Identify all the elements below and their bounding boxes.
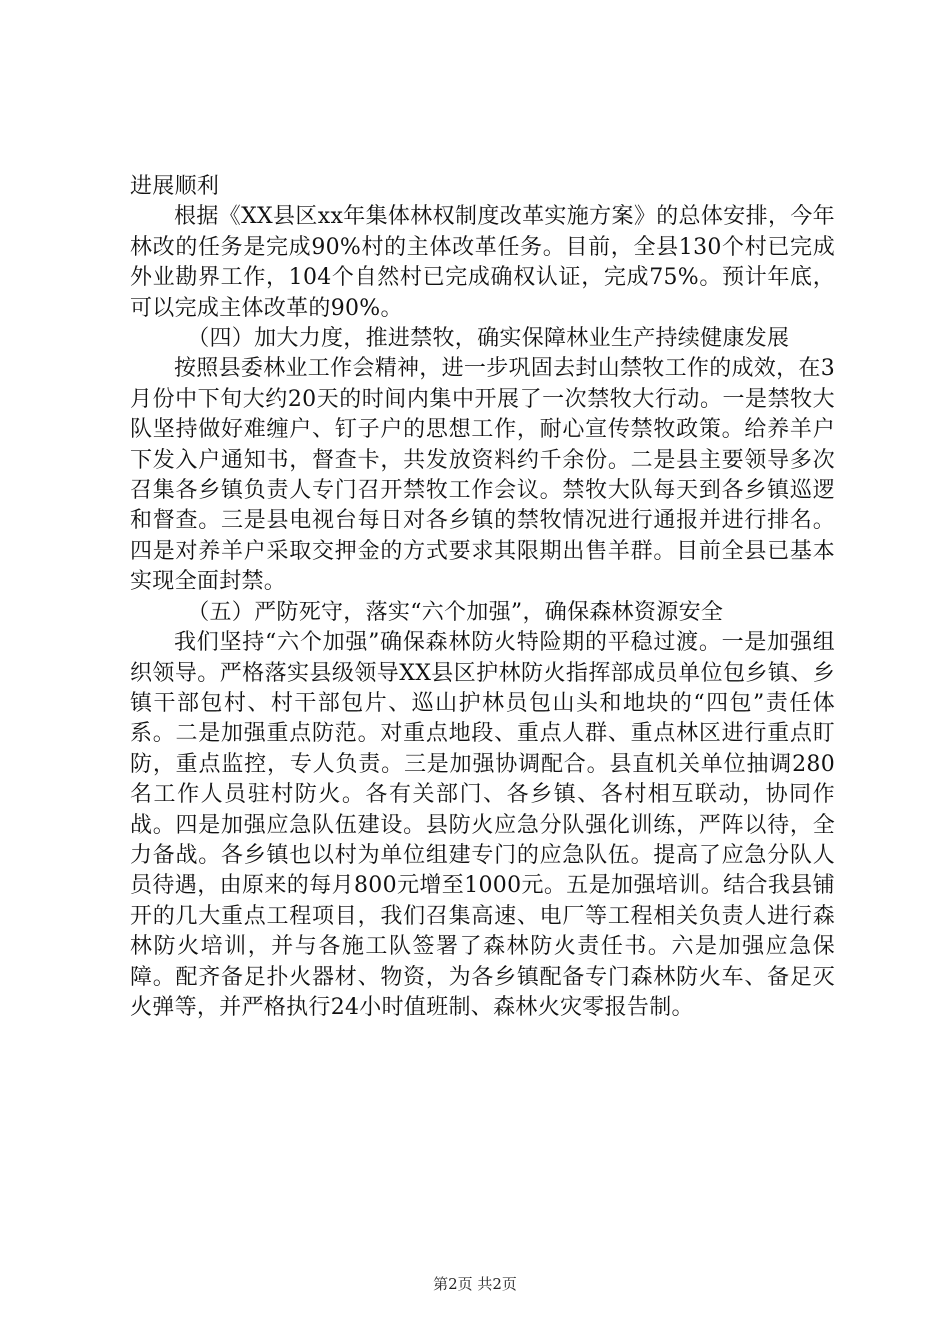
page-footer: 第2页 共2页 xyxy=(433,1275,517,1293)
paragraph-fire-prevention: 我们坚持“六个加强”确保森林防火特险期的平稳过渡。一是加强组织领导。严格落实县级领导XX县区护林防火指挥部成员单位包乡镇、乡镇干部包村、村干部包片、巡山护林员包山头和地块的“四包”责任体系。二是加强重点防范。对重点地段、重点人群、重点林区进行重点盯防，重点监控，专人负责。三是加强协调配合。县直机关单位抽调280名工作人员驻村防火。各有关部门、各乡镇、各村相互联动，协同作战。四是加强应急队伍建设。县防火应急分队强化训练，严阵以待，全力备战。各乡镇也以村为单位组建专门的应急队伍。提高了应急分队人员待遇，由原来的每月800元增至1000元。五是加强培训。结合我县铺开的几大重点工程项目，我们召集高速、电厂等工程相关负责人进行森林防火培训，并与各施工队签署了森林防火责任书。六是加强应急保障。配齐备足扑火器材、物资，为各乡镇配备专门森林防火车、备足灭火弹等，并严格执行24小时值班制、森林火灾零报告制。 xyxy=(130,630,835,1020)
paragraph-forest-reform: 根据《XX县区xx年集体林权制度改革实施方案》的总体安排，今年林改的任务是完成90%村的主体改革任务。目前，全县130个村已完成外业勘界工作，104个自然村已完成确权认证，完成75%。预计年底，可以完成主体改革的90%。 xyxy=(130,204,835,321)
paragraph-grazing-ban: 按照县委林业工作会精神，进一步巩固去封山禁牧工作的成效，在3月份中下旬大约20天的时间内集中开展了一次禁牧大行动。一是禁牧大队坚持做好难缠户、钉子户的思想工作，耐心宣传禁牧政策。给养羊户下发入户通知书，督查卡，共发放资料约千余份。二是县主要领导多次召集各乡镇负责人专门召开禁牧工作会议。禁牧大队每天到各乡镇巡逻和督查。三是县电视台每日对各乡镇的禁牧情况进行通报并进行排名。四是对养羊户采取交押金的方式要求其限期出售羊群。目前全县已基本实现全面封禁。 xyxy=(130,356,835,595)
section-heading-five: （五）严防死守，落实“六个加强”，确保森林资源安全 xyxy=(187,599,724,625)
document-body xyxy=(130,172,835,1023)
section-heading-four: （四）加大力度，推进禁牧，确实保障林业生产持续健康发展 xyxy=(187,326,790,352)
paragraph-continuation: 进展顺利 xyxy=(130,174,220,199)
